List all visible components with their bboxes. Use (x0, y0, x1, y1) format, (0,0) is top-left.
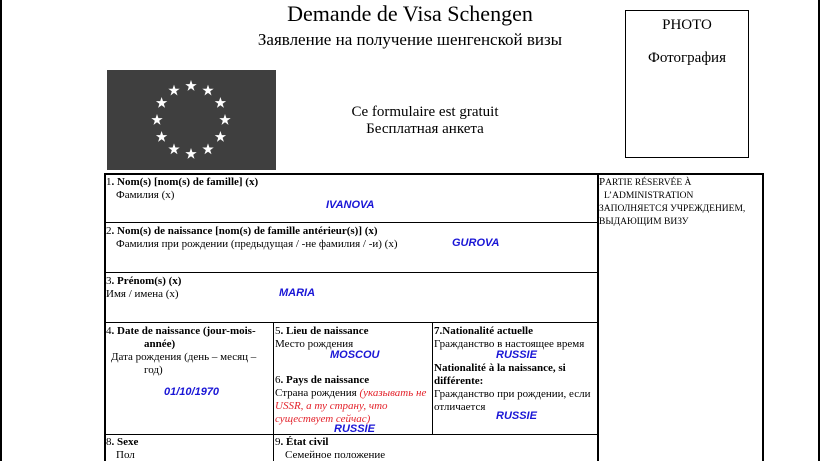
flag-star-icon (185, 80, 196, 91)
photo-label-en: PHOTO (662, 17, 712, 33)
page-edge-left (0, 0, 2, 461)
admin-line-1: PARTIE RÉSERVÉE À (599, 176, 692, 188)
field-2-value[interactable]: GUROVA (452, 237, 500, 249)
field-1-value[interactable]: IVANOVA (326, 199, 375, 211)
admin-line-2: L’ADMINISTRATION (604, 191, 694, 201)
flag-star-icon (168, 143, 179, 154)
field-3-value[interactable]: MARIA (279, 287, 316, 299)
flag-star-icon (215, 97, 226, 108)
field-9-label: 9. État civil Семейное положение (275, 436, 386, 461)
row-divider-3 (104, 322, 598, 323)
free-notice-fr: Ce formulaire est gratuit (351, 104, 499, 120)
flag-star-icon (156, 131, 167, 142)
flag-star-icon (168, 85, 179, 96)
admin-line-3: ЗАПОЛНЯЕТСЯ УЧРЕЖДЕНИЕМ, (599, 204, 746, 214)
admin-reserved-note (599, 176, 765, 229)
table-top-border (104, 173, 762, 175)
field-3-label: 3. Prénom(s) (x) Имя / имена (x) (106, 275, 182, 300)
col-divider-1 (273, 322, 274, 461)
table-left-border (104, 173, 106, 461)
row-divider-1 (104, 222, 598, 223)
photo-box (625, 10, 749, 158)
flag-star-icon (215, 131, 226, 142)
field-7b-value[interactable]: RUSSIE (496, 410, 537, 422)
eu-stars-icon (107, 70, 276, 170)
field-5-label: 5. Lieu de naissance Место рождения (275, 325, 369, 350)
form-title-ru: Заявление на получение шенгенской визы (257, 30, 563, 49)
free-notice-ru: Бесплатная анкета (366, 121, 484, 137)
admin-line-4: ВЫДАЮЩИМ ВИЗУ (599, 217, 689, 227)
eu-flag-logo (107, 70, 276, 170)
flag-star-icon (202, 85, 213, 96)
field-6-label: 6. Pays de naissance Страна рождения (указывать не USSR, а ту страну, что существует сейчас) (275, 374, 427, 425)
field-7b-label: Nationalité à la naissance, si différente: Гражданство при рождении, если отличается (434, 362, 591, 413)
field-5-value[interactable]: MOSCOU (330, 349, 380, 361)
flag-star-icon (202, 143, 213, 154)
row-divider-2 (104, 272, 598, 273)
free-form-notice (300, 104, 550, 138)
form-title-fr: Demande de Visa Schengen (287, 1, 533, 26)
field-7-label: 7.Nationalité actuelle Гражданство в настоящее время (434, 325, 585, 350)
flag-star-icon (151, 114, 162, 125)
col-divider-2 (432, 322, 433, 434)
photo-label-ru: Фотография (648, 50, 726, 66)
field-7-value[interactable]: RUSSIE (496, 349, 537, 361)
flag-star-icon (219, 114, 230, 125)
field-4-value[interactable]: 01/10/1970 (164, 386, 220, 398)
field-4-label: 4. Date de naissance (jour-mois- année) Дата рождения (день – месяц – год) (106, 325, 257, 376)
field-2-label: 2. Nom(s) de naissance [nom(s) de famille antérieur(s)] (x) Фамилия при рождении (предыдущая / -не фамилия / -и) (x) (106, 225, 398, 250)
flag-star-icon (156, 97, 167, 108)
field-6-value[interactable]: RUSSIE (334, 423, 375, 435)
flag-star-icon (185, 148, 196, 159)
field-8-label: 8. Sexe Пол (106, 436, 139, 461)
field-1-label: 1. Nom(s) [nom(s) de famille] (x) Фамилия (x) (106, 176, 259, 201)
